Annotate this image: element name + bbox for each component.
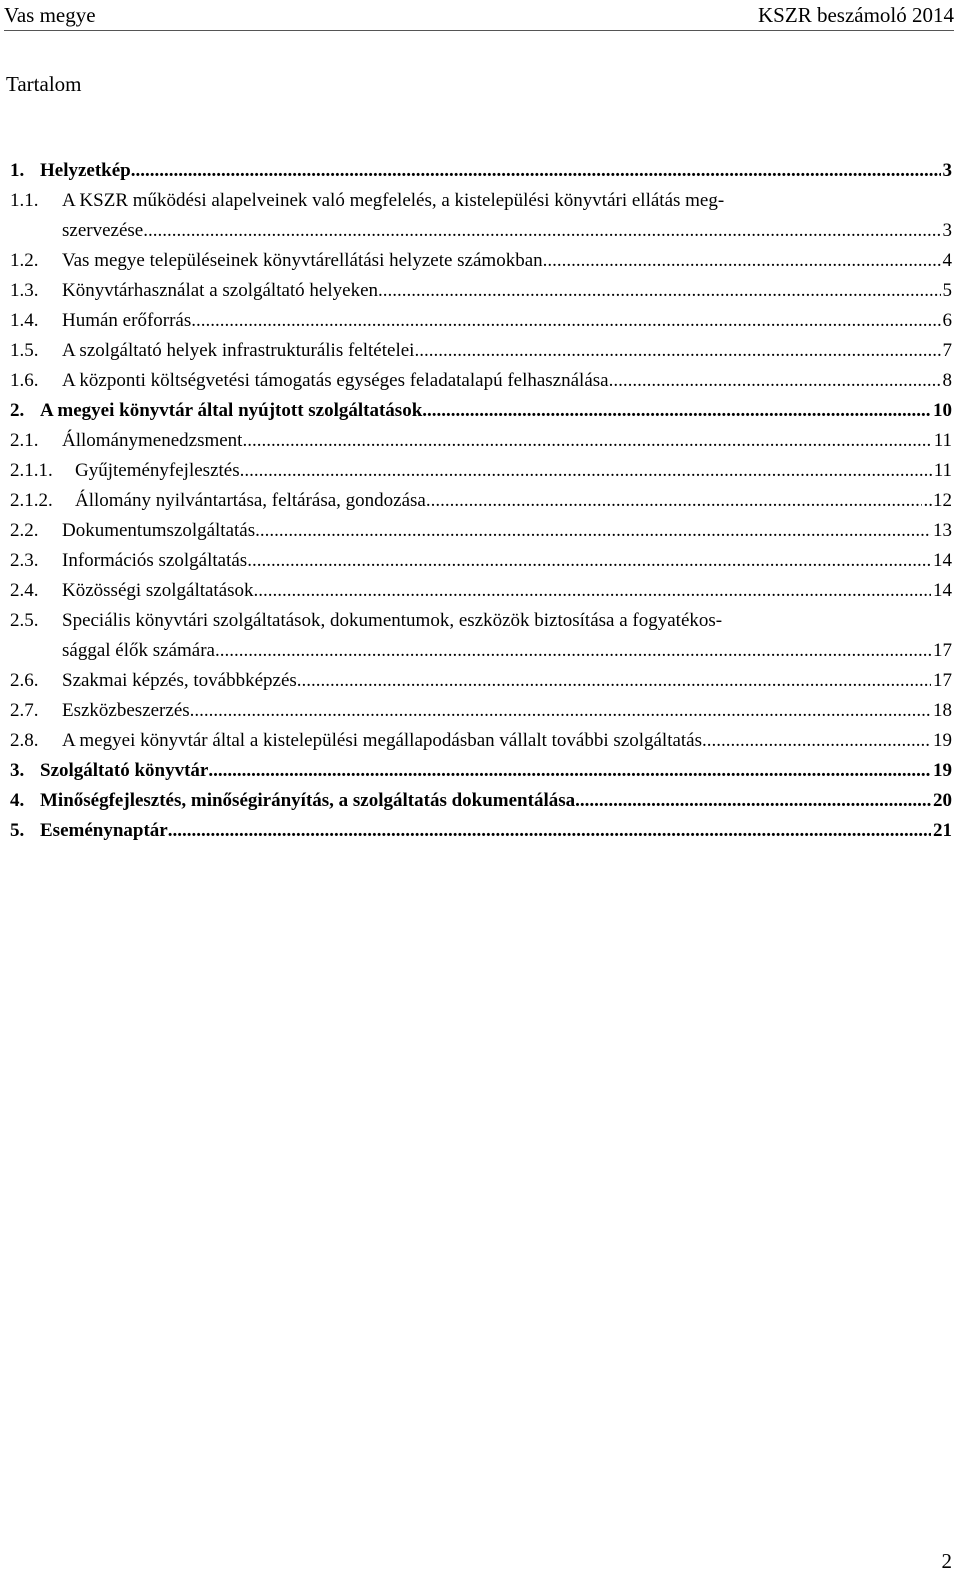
toc-entry-page: 11 — [933, 460, 952, 481]
toc-entry-title: Közösségi szolgáltatások — [62, 580, 254, 601]
toc-entry-page: 17 — [933, 640, 952, 661]
toc-leader-dots — [543, 246, 941, 276]
toc-entry-number: 2.8. — [10, 730, 39, 751]
toc-entry-number: 2.1.2. — [10, 490, 53, 511]
toc-entry-number: 2.1. — [10, 430, 39, 451]
toc-entry-page: 14 — [933, 550, 952, 571]
toc-entry-number: 3. — [10, 760, 25, 781]
toc-entry-page: 4 — [942, 250, 952, 271]
toc-entry-page: 17 — [933, 670, 952, 691]
toc-entry-number: 1.5. — [10, 340, 39, 361]
toc-entry-number: 4. — [10, 790, 25, 811]
toc-entry-number: 2.3. — [10, 550, 39, 571]
toc-entry-continuation[interactable] — [10, 636, 952, 666]
toc-entry-title: A KSZR működési alapelveinek való megfelelés, a kistelepülési könyvtári ellátás meg- — [62, 190, 725, 211]
toc-entry[interactable] — [10, 726, 952, 756]
toc-entry[interactable] — [10, 786, 952, 816]
toc-entry-title: Szolgáltató könyvtár — [40, 760, 209, 781]
toc-entry[interactable] — [10, 816, 952, 846]
toc-entry-title-cont: szervezése — [62, 220, 144, 241]
toc-leader-dots — [131, 156, 941, 186]
toc-leader-dots — [426, 486, 922, 516]
toc-entry-page: 7 — [942, 340, 952, 361]
toc-entry-title: A szolgáltató helyek infrastrukturális feltételei — [62, 340, 415, 361]
toc-entry-number: 1.2. — [10, 250, 39, 271]
toc-entry-title: Állománymenedzsment — [62, 430, 243, 451]
toc-entry-page: 20 — [933, 790, 952, 811]
toc-entry-title: Információs szolgáltatás — [62, 550, 248, 571]
toc-entry-title: A megyei könyvtár által a kistelepülési megállapodásban vállalt további szolgáltatás — [62, 730, 703, 751]
toc-entry-number: 2.2. — [10, 520, 39, 541]
toc-leader-dots — [422, 396, 931, 426]
page-number: 2 — [941, 1549, 952, 1573]
toc-entry-title: Speciális könyvtári szolgáltatások, dokumentumok, eszközök biztosítása a fogyatékos- — [62, 610, 723, 631]
toc-entry[interactable] — [10, 276, 952, 306]
toc-leader-dots — [575, 786, 931, 816]
toc-entry-number: 2. — [10, 400, 25, 421]
toc-leader-dots — [247, 546, 931, 576]
toc-entry[interactable] — [10, 396, 952, 426]
toc-entry-page: 21 — [933, 820, 952, 841]
toc-entry-page: 18 — [933, 700, 952, 721]
toc-entry[interactable] — [10, 336, 952, 366]
toc-entry-continuation[interactable] — [10, 216, 952, 246]
toc-heading: Tartalom — [6, 72, 82, 96]
toc-entry[interactable] — [10, 366, 952, 396]
toc-entry-number: 2.7. — [10, 700, 39, 721]
header-county: Vas megye — [4, 3, 96, 27]
toc-entry-number: 1.4. — [10, 310, 39, 331]
toc-entry-title: Vas megye településeinek könyvtárellátási helyzete számokban — [62, 250, 543, 271]
toc-leader-dots — [609, 366, 941, 396]
toc-entry-title: Állomány nyilvántartása, feltárása, gondozása — [75, 490, 426, 511]
toc-entry-page: 19 — [933, 730, 952, 751]
toc-leader-dots — [378, 276, 940, 306]
toc-leader-dots — [240, 456, 932, 486]
table-of-contents — [10, 156, 952, 846]
toc-leader-dots — [208, 756, 931, 786]
toc-entry-title: A megyei könyvtár által nyújtott szolgáltatások — [40, 400, 423, 421]
toc-entry[interactable] — [10, 576, 952, 606]
toc-entry[interactable] — [10, 516, 952, 546]
toc-leader-dots — [297, 666, 931, 696]
toc-entry-title: Könyvtárhasználat a szolgáltató helyeken — [62, 280, 379, 301]
toc-entry-title-cont: sággal élők számára — [62, 640, 215, 661]
toc-entry[interactable] — [10, 696, 952, 726]
toc-entry-title: Eseménynaptár — [40, 820, 168, 841]
toc-entry-number: 1.3. — [10, 280, 39, 301]
toc-entry-page: 5 — [942, 280, 952, 301]
toc-leader-dots — [242, 426, 931, 456]
toc-entry-title: Dokumentumszolgáltatás — [62, 520, 256, 541]
toc-entry-title: A központi költségvetési támogatás egységes feladatalapú felhasználása — [62, 370, 609, 391]
toc-entry[interactable] — [10, 306, 952, 336]
toc-entry[interactable] — [10, 486, 952, 516]
toc-entry-page: 8 — [942, 370, 952, 391]
toc-entry-number: 2.6. — [10, 670, 39, 691]
toc-entry[interactable] — [10, 186, 952, 216]
toc-entry[interactable] — [10, 666, 952, 696]
toc-leader-dots — [414, 336, 940, 366]
toc-entry[interactable] — [10, 426, 952, 456]
toc-entry-page: 14 — [933, 580, 952, 601]
toc-entry[interactable] — [10, 456, 952, 486]
toc-entry-page: ..12 — [923, 490, 952, 511]
toc-leader-dots — [168, 816, 931, 846]
toc-entry-title: Szakmai képzés, továbbképzés — [62, 670, 297, 691]
toc-entry-number: 2.5. — [10, 610, 39, 631]
toc-entry-title: Eszközbeszerzés — [62, 700, 190, 721]
toc-leader-dots — [190, 696, 931, 726]
toc-leader-dots — [215, 636, 931, 666]
toc-entry-title: Gyűjteményfejlesztés — [75, 460, 240, 481]
page-header — [4, 2, 954, 31]
toc-entry-title: Helyzetkép — [40, 160, 131, 181]
toc-leader-dots — [254, 576, 931, 606]
header-report-title: KSZR beszámoló 2014 — [758, 3, 954, 27]
toc-entry-page: 6 — [942, 310, 952, 331]
toc-entry-number: 2.1.1. — [10, 460, 53, 481]
toc-entry[interactable] — [10, 756, 952, 786]
toc-entry-number: 1.6. — [10, 370, 39, 391]
toc-entry-number: 1.1. — [10, 190, 39, 211]
toc-entry-page: 3 — [942, 220, 952, 241]
toc-entry-number: 2.4. — [10, 580, 39, 601]
toc-entry-number: 5. — [10, 820, 25, 841]
toc-leader-dots — [702, 726, 931, 756]
toc-entry-title: Humán erőforrás — [62, 310, 192, 331]
toc-entry-page: 10 — [933, 400, 952, 421]
toc-entry-title: Minőségfejlesztés, minőségirányítás, a szolgáltatás dokumentálása — [40, 790, 576, 811]
toc-entry-page: 11 — [933, 430, 952, 451]
toc-entry[interactable] — [10, 156, 952, 186]
toc-entry[interactable] — [10, 606, 952, 636]
toc-entry-page: 3 — [942, 160, 952, 181]
toc-entry-page: 13 — [933, 520, 952, 541]
toc-leader-dots — [191, 306, 940, 336]
toc-entry-number: 1. — [10, 160, 25, 181]
toc-leader-dots — [143, 216, 940, 246]
toc-entry-page: 19 — [933, 760, 952, 781]
toc-entry[interactable] — [10, 546, 952, 576]
toc-entry[interactable] — [10, 246, 952, 276]
toc-leader-dots — [255, 516, 931, 546]
